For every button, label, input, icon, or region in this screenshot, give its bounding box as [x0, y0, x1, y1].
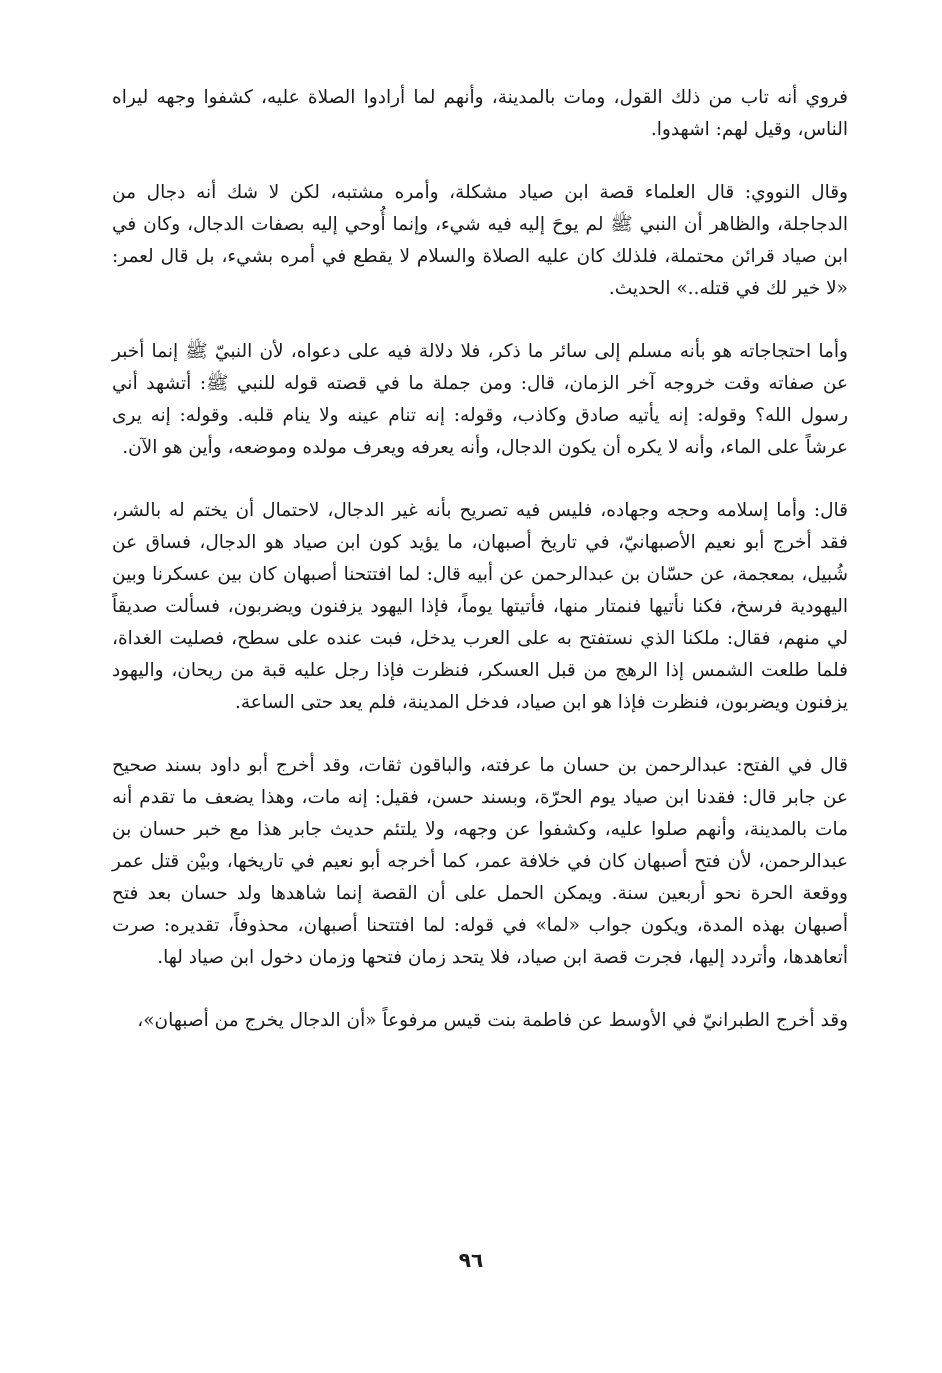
- paragraph-3: وأما احتجاجاته هو بأنه مسلم إلى سائر ما ذكر، فلا دلالة فيه على دعواه، لأن النبيّ ﷺ إنما أخبر عن صفاته وقت خروجه آخر الزمان، قال: ومن جملة ما في قصته قوله للنبي ﷺ: أتشهد أني رسول الله؟ وقوله: إنه يأتيه صادق وكاذب، وقوله: إنه تنام عينه ولا ينام قلبه. وقوله: إنه يرى عرشاً على الماء، وأنه لا يكره أن يكون الدجال، وأنه يعرفه ويعرف مولده وموضعه، وأين هو الآن.: [112, 341, 848, 458]
- paragraph-2: وقال النووي: قال العلماء قصة ابن صياد مشكلة، وأمره مشتبه، لكن لا شك أنه دجال من الدجاجلة، والظاهر أن النبي ﷺ لم يوحَ إليه فيه شيء، وإنما أُوحي إليه بصفات الدجال، وكان في ابن صياد قرائن محتملة، فلذلك كان عليه الصلاة والسلام لا يقطع في أمره بشيء، بل قال لعمر: «لا خير لك في قتله..» الحديث.: [112, 182, 848, 299]
- paragraph-6: وقد أخرج الطبرانيّ في الأوسط عن فاطمة بنت قيس مرفوعاً «أن الدجال يخرج من أصبهان»،: [137, 1010, 848, 1031]
- page-number: ٩٦: [458, 1248, 484, 1272]
- paragraph-1: فروي أنه تاب من ذلك القول، ومات بالمدينة، وأنهم لما أرادوا الصلاة عليه، كشفوا وجهه ليراه الناس، وقيل لهم: اشهدوا.: [112, 87, 848, 140]
- paragraph-5: قال في الفتح: عبدالرحمن بن حسان ما عرفته، والباقون ثقات، وقد أخرج أبو داود بسند صحيح عن جابر قال: فقدنا ابن صياد يوم الحرّة، وبسند حسن، فقيل: إنه مات، وهذا يضعف ما تقدم أنه مات بالمدينة، وأنهم صلوا عليه، وكشفوا عن وجهه، ولا يلتئم حديث جابر هذا مع خبر حسان بن عبدالرحمن، لأن فتح أصبهان كان في خلافة عمر، كما أخرجه أبو نعيم في تاريخها، وبيْن قتل عمر ووقعة الحرة نحو أربعين سنة. ويمكن الحمل على أن القصة إنما شاهدها ولد حسان بعد فتح أصبهان بهذه المدة، ويكون جواب «لما» في قوله: لما افتتحنا أصبهان، محذوفاً، تقديره: صرت أتعاهدها، وأتردد إليها، فجرت قصة ابن صياد، فلا يتحد زمان فتحها وزمان دخول ابن صياد لها.: [112, 755, 848, 968]
- paragraph-4: قال: وأما إسلامه وحجه وجهاده، فليس فيه تصريح بأنه غير الدجال، لاحتمال أن يختم له بالشر، فقد أخرج أبو نعيم الأصبهانيّ، في تاريخ أصبهان، ما يؤيد كون ابن صياد هو الدجال، فساق عن شُبيل، بمعجمة، عن حسّان بن عبدالرحمن عن أبيه قال: لما افتتحنا أصبهان كان بين عسكرنا وبين اليهودية فرسخ، فكنا نأتيها فنمتار منها، فأتيتها يوماً، فإذا اليهود يزفنون ويضربون، فسألت صديقاً لي منهم، فقال: ملكنا الذي نستفتح به على العرب يدخل، فبت عنده على سطح، فصليت الغداة، فلما طلعت الشمس إذا الرهج من قبل العسكر، فنظرت فإذا رجل عليه قبة من ريحان، واليهود يزفنون ويضربون، فنظرت فإذا هو ابن صياد، فدخل المدينة، فلم يعد حتى الساعة.: [112, 500, 848, 713]
- page-body: [112, 82, 848, 1068]
